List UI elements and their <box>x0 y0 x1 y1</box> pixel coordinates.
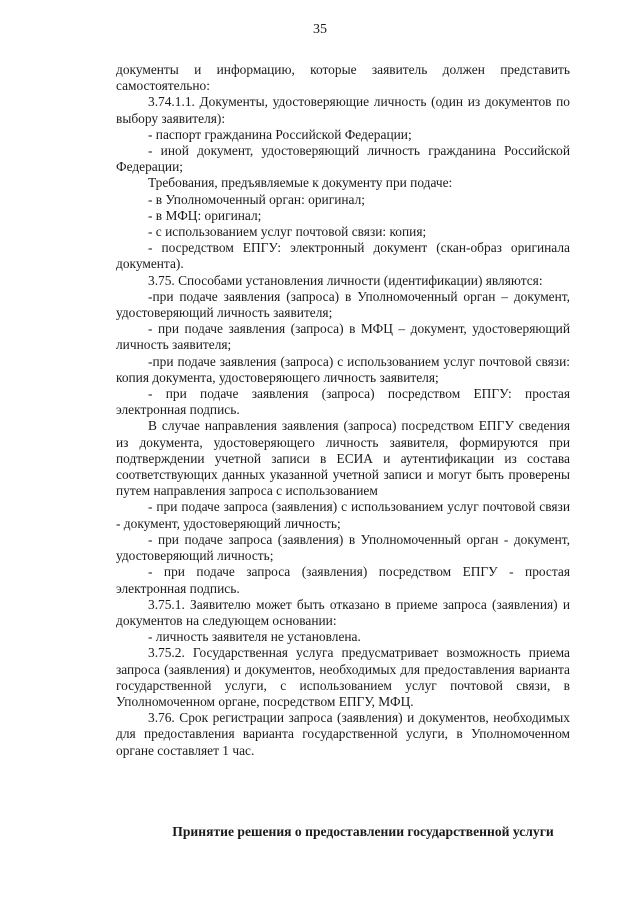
paragraph: - иной документ, удостоверяющий личность гражданина Российской Федерации; <box>116 143 570 175</box>
paragraph: 3.74.1.1. Документы, удостоверяющие личность (один из документов по выбору заявителя): <box>116 94 570 126</box>
paragraph: - при подаче заявления (запроса) в МФЦ – документ, удостоверяющий личность заявителя; <box>116 321 570 353</box>
paragraph: - в Уполномоченный орган: оригинал; <box>148 191 366 207</box>
paragraph: В случае направления заявления (запроса) посредством ЕПГУ сведения из документа, удостоверяющего личность заявителя, формируются при подтверждении учетной записи в ЕСИА и аутентификации из состава соответствующих данных указанной учетной записи и могут быть проверены путем направления запроса с использованием <box>116 418 570 499</box>
paragraph: - при подаче запроса (заявления) с использованием услуг почтовой связи - документ, удостоверяющий личность; <box>116 499 570 531</box>
paragraph: - при подаче заявления (запроса) посредством ЕПГУ: простая электронная подпись. <box>116 386 570 418</box>
document-body <box>116 62 570 759</box>
paragraph: - в МФЦ: оригинал; <box>148 207 262 223</box>
paragraph: -при подаче заявления (запроса) с использованием услуг почтовой связи: копия документа, удостоверяющего личность заявителя; <box>116 353 570 385</box>
paragraph: 3.75.1. Заявителю может быть отказано в приеме запроса (заявления) и документов на следующем основании: <box>116 596 570 628</box>
paragraph: документы и информацию, которые заявитель должен представить самостоятельно: <box>116 62 570 94</box>
paragraph: - личность заявителя не установлена. <box>148 629 361 645</box>
paragraph: 3.75. Способами установления личности (идентификации) являются: <box>148 272 543 288</box>
paragraph: - при подаче запроса (заявления) посредством ЕПГУ - простая электронная подпись. <box>116 564 570 596</box>
paragraph: - посредством ЕПГУ: электронный документ (скан-образ оригинала документа). <box>116 240 570 272</box>
paragraph: - при подаче запроса (заявления) в Уполномоченный орган - документ, удостоверяющий личность; <box>116 531 570 564</box>
paragraph: -при подаче заявления (запроса) в Уполномоченный орган – документ, удостоверяющий личность заявителя; <box>116 288 570 321</box>
paragraph: - паспорт гражданина Российской Федерации; <box>148 126 412 142</box>
paragraph: 3.76. Срок регистрации запроса (заявления) и документов, необходимых для предоставления варианта государственной услуги, в Уполномоченном органе составляет 1 час. <box>116 710 570 758</box>
paragraph: 3.75.2. Государственная услуга предусматривает возможность приема запроса (заявления) и документов, необходимых для предоставления варианта государственной услуги, с использованием услуг почтовой связи, в Уполномоченном органе, посредством ЕПГУ, МФЦ. <box>116 645 570 709</box>
paragraph: Требования, предъявляемые к документу при подаче: <box>148 175 453 191</box>
page-number: 35 <box>313 22 327 37</box>
paragraph: - с использованием услуг почтовой связи: копия; <box>148 224 427 240</box>
section-heading: Принятие решения о предоставлении государственной услуги <box>172 824 554 839</box>
